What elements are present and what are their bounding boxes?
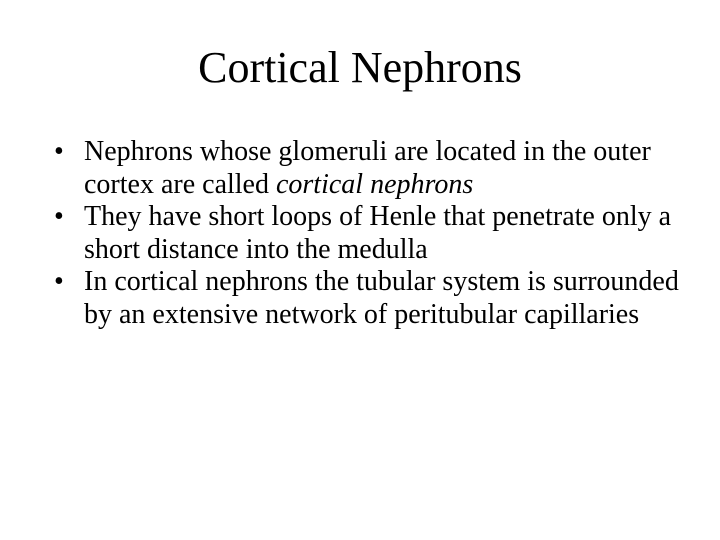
bullet-text: They have short loops of Henle that penetrate only a short distance into the medulla [84, 201, 672, 265]
bullet-item [54, 201, 694, 266]
bullet-item [54, 266, 694, 331]
bullet-marker: • [54, 136, 64, 167]
bullet-text-plain: Nephrons whose glomeruli are located in the outer cortex are called [84, 136, 651, 200]
bullet-list [54, 136, 694, 331]
bullet-text-italic: cortical nephrons [275, 168, 474, 200]
bullet-marker: • [54, 201, 64, 232]
bullet-item [54, 136, 694, 201]
bullet-marker: • [54, 266, 64, 297]
bullet-text: In cortical nephrons the tubular system is surrounded by an extensive network of peritubular capillaries [84, 266, 679, 330]
bullet-text [84, 136, 651, 200]
slide-title: Cortical Nephrons [198, 43, 522, 92]
